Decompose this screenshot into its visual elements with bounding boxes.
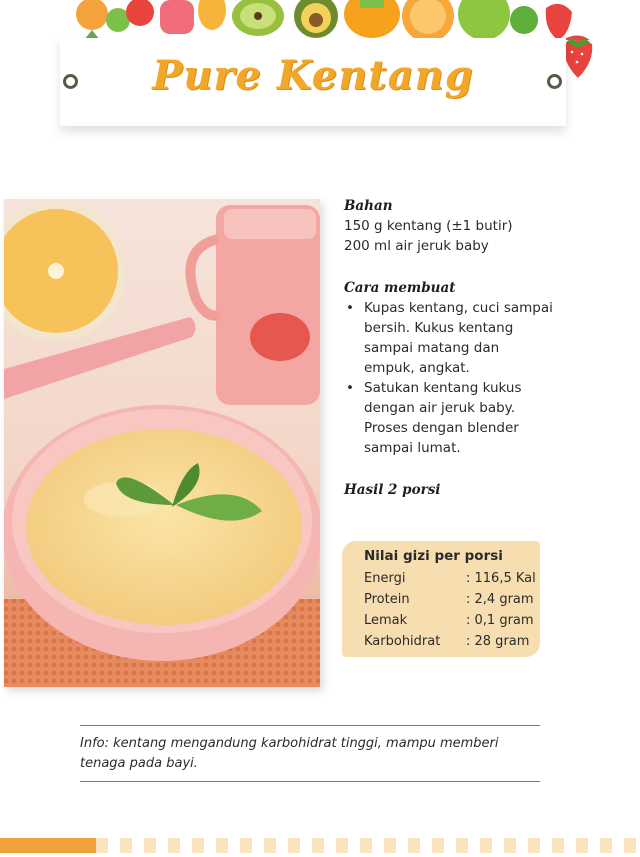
recipe-text-column xyxy=(344,196,554,500)
nutrition-value: : 0,1 gram xyxy=(466,613,534,628)
checker-cell xyxy=(504,838,516,853)
checker-cell xyxy=(456,838,468,853)
yield-label: Hasil 2 porsi xyxy=(344,482,441,498)
checker-cell xyxy=(336,838,348,853)
checker-cell xyxy=(432,838,444,853)
nutrition-row xyxy=(364,631,539,652)
nutrition-label: Karbohidrat xyxy=(364,634,441,649)
checker-cell xyxy=(120,838,132,853)
checker-cell xyxy=(480,838,492,853)
checker-cell xyxy=(552,838,564,853)
checker-cell xyxy=(288,838,300,853)
checker-cell xyxy=(144,838,156,853)
checker-cell xyxy=(576,838,588,853)
ingredient-item: 200 ml air jeruk baby xyxy=(344,238,489,254)
checker-cell xyxy=(600,838,612,853)
checker-cell xyxy=(408,838,420,853)
divider-top xyxy=(80,725,540,726)
nutrition-label: Lemak xyxy=(364,613,408,628)
checker-pattern xyxy=(0,838,640,853)
bottom-decorative-strip xyxy=(0,838,640,853)
info-note: Info: kentang mengandung karbohidrat tinggi, mampu memberi tenaga pada bayi. xyxy=(80,736,499,771)
bullet-glyph: • xyxy=(346,300,354,316)
nutrition-label: Energi xyxy=(364,571,406,586)
page-title: Pure Kentang xyxy=(152,52,474,99)
step-text: Kupas kentang, cuci sampai bersih. Kukus kentang sampai matang dan empuk, angkat. xyxy=(364,300,553,376)
divider-bottom xyxy=(80,781,540,782)
nutrition-value: : 116,5 Kal xyxy=(466,571,536,586)
checker-cell xyxy=(264,838,276,853)
nutrition-row xyxy=(364,589,539,610)
checker-cell xyxy=(216,838,228,853)
bullet-glyph: • xyxy=(346,380,354,396)
fruit-banner xyxy=(0,0,640,40)
checker-cell xyxy=(528,838,540,853)
ingredient-item: 150 g kentang (±1 butir) xyxy=(344,218,513,234)
decorative-dot-left xyxy=(63,74,78,89)
puree-bowl-image xyxy=(4,199,320,687)
nutrition-label: Protein xyxy=(364,592,410,607)
step-item xyxy=(344,298,554,378)
decorative-dot-right xyxy=(547,74,562,89)
nutrition-row xyxy=(364,610,539,631)
cara-heading: Cara membuat xyxy=(344,280,456,296)
checker-cell xyxy=(96,838,108,853)
title-banner xyxy=(60,38,566,126)
bahan-heading: Bahan xyxy=(344,198,393,214)
checker-cell xyxy=(360,838,372,853)
nutrition-value: : 28 gram xyxy=(466,634,530,649)
nutrition-box xyxy=(342,541,540,657)
nutrition-row xyxy=(364,568,539,589)
recipe-photo xyxy=(4,199,320,687)
checker-cell xyxy=(312,838,324,853)
nutrition-value: : 2,4 gram xyxy=(466,592,534,607)
checker-cell xyxy=(624,838,636,853)
checker-cell xyxy=(168,838,180,853)
step-item xyxy=(344,378,554,458)
step-text: Satukan kentang kukus dengan air jeruk baby. Proses dengan blender sampai lumat. xyxy=(364,380,522,456)
nutrition-title: Nilai gizi per porsi xyxy=(364,548,503,564)
checker-cell xyxy=(192,838,204,853)
checker-cell xyxy=(384,838,396,853)
checker-cell xyxy=(240,838,252,853)
steps-list xyxy=(344,298,554,458)
fruit-illustration xyxy=(0,0,640,40)
